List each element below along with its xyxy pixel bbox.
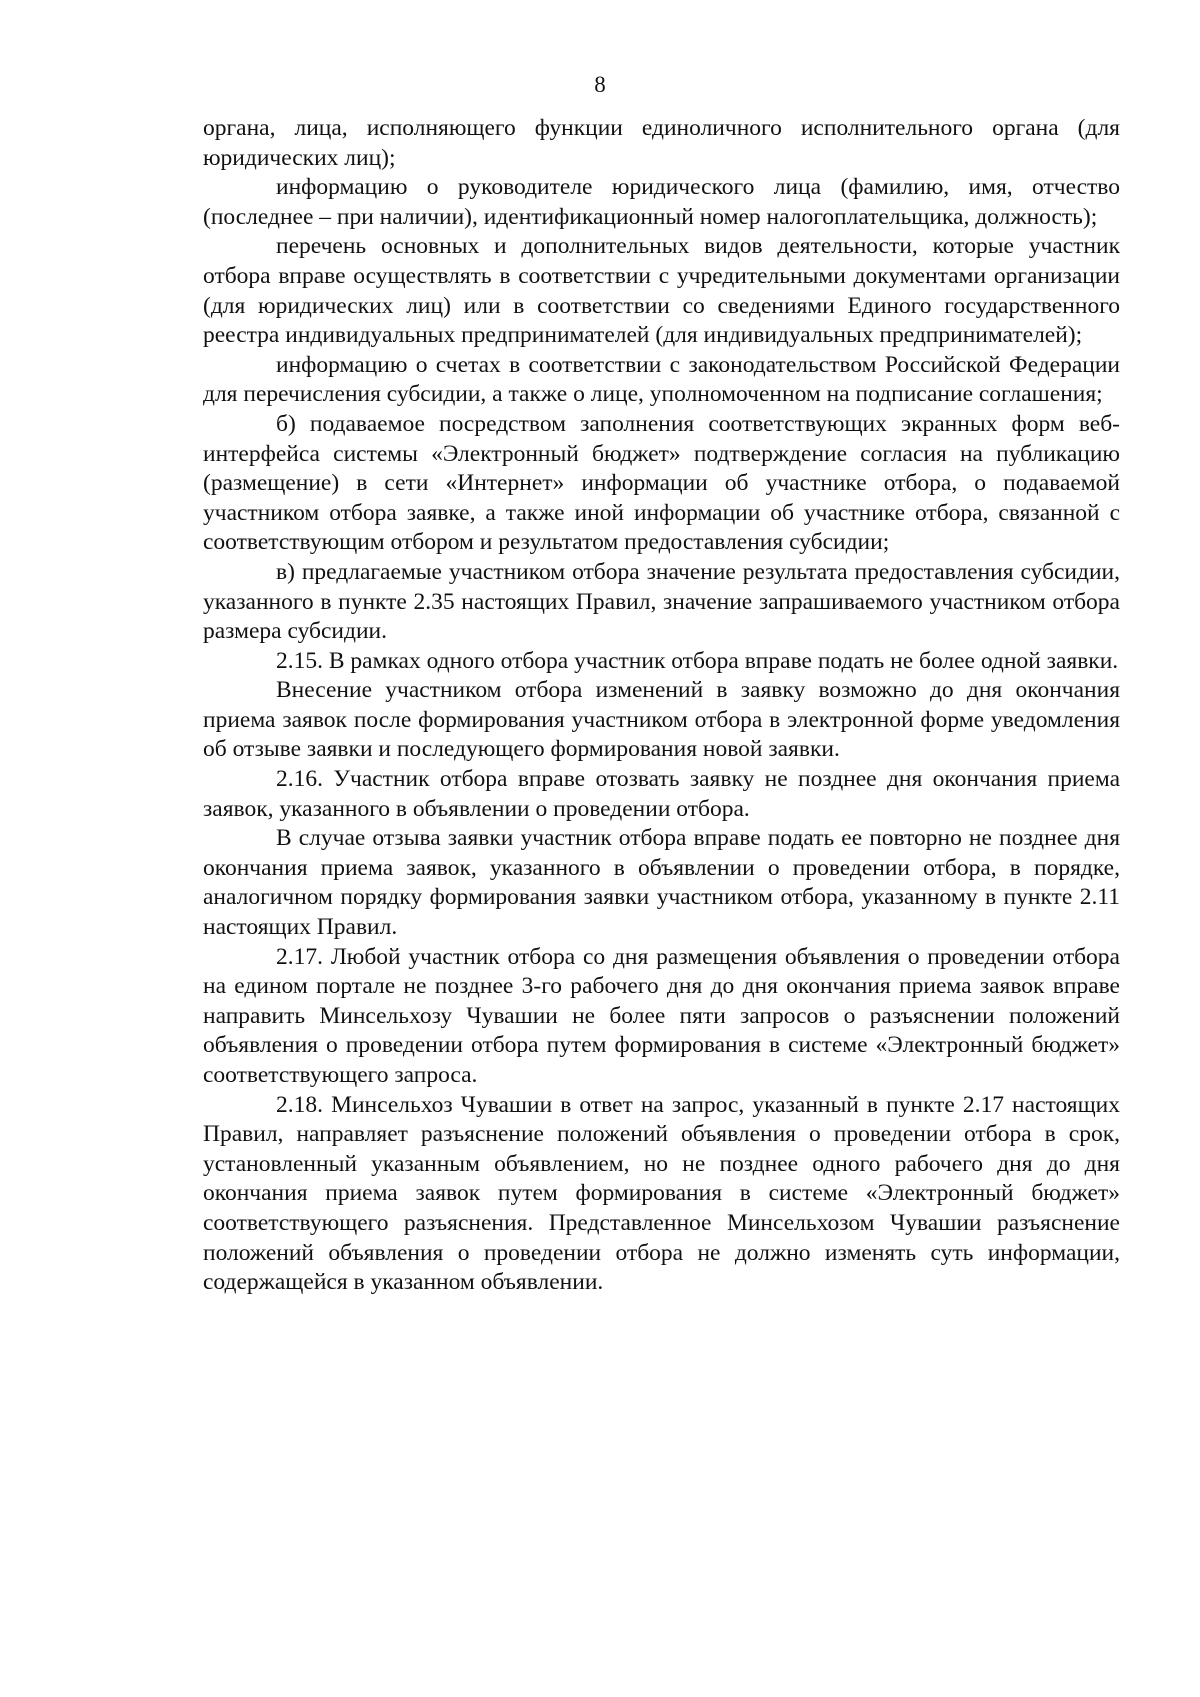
document-body (203, 114, 1120, 1298)
paragraph-9: 2.16. Участник отбора вправе отозвать заявку не позднее дня окончания приема заявок, указанного в объявлении о проведении отбора. (203, 766, 1120, 822)
paragraph-3: перечень основных и дополнительных видов деятельности, которые участник отбора вправе осуществлять в соответствии с учредительными документами организации (для юридических лиц) или в соответствии со сведениями Единого государственного реестра индивидуальных предпринимателей (для индивидуальных предпринимателей); (203, 233, 1120, 349)
paragraph-7: 2.15. В рамках одного отбора участник отбора вправе подать не более одной заявки. (276, 647, 1119, 674)
paragraph-6: в) предлагаемые участником отбора значение результата предоставления субсидии, указанного в пункте 2.35 настоящих Правил, значение запрашиваемого участником отбора размера субсидии. (203, 558, 1120, 645)
paragraph-8: Внесение участником отбора изменений в заявку возможно до дня окончания приема заявок после формирования участником отбора в электронной форме уведомления об отзыве заявки и последующего формирования новой заявки. (203, 677, 1120, 763)
page-number: 8 (594, 72, 606, 97)
paragraph-12: 2.18. Минсельхоз Чувашии в ответ на запрос, указанный в пункте 2.17 настоящих Правил, направляет разъяснение положений объявления о проведении отбора в срок, установленный указанным объявлением, но не позднее одного рабочего дня до дня окончания приема заявок путем формирования в системе «Электронный бюджет» соответствующего разъяснения. Представленное Минсельхозом Чувашии разъяснение положений объявления о проведении отбора не должно изменять суть информации, содержащейся в указанном объявлении. (203, 1091, 1120, 1296)
paragraph-4: информацию о счетах в соответствии с законодательством Российской Федерации для перечисления субсидии, а также о лице, уполномоченном на подписание соглашения; (203, 351, 1120, 408)
paragraph-11: 2.17. Любой участник отбора со дня размещения объявления о проведении отбора на едином портале не позднее 3-го рабочего дня до дня окончания приема заявок вправе направить Минсельхозу Чувашии не более пяти запросов о разъяснении положений объявления о проведении отбора путем формирования в системе «Электронный бюджет» соответствующего запроса. (203, 943, 1120, 1088)
paragraph-5: б) подаваемое посредством заполнения соответствующих экранных форм веб-интерфейса системы «Электронный бюджет» подтверждение согласия на публикацию (размещение) в сети «Интернет» информации об участнике отбора, о подаваемой участником отбора заявке, а также иной информации об участнике отбора, связанной с соответствующим отбором и результатом предоставления субсидии; (203, 410, 1120, 556)
paragraph-2: информацию о руководителе юридического лица (фамилию, имя, отчество (последнее – при наличии), идентификационный номер налогоплательщика, должность); (203, 174, 1120, 230)
paragraph-1: органа, лица, исполняющего функции единоличного исполнительного органа (для юридических лиц); (203, 115, 1120, 171)
paragraph-10: В случае отзыва заявки участник отбора вправе подать ее повторно не позднее дня окончания приема заявок, указанного в объявлении о проведении отбора, в порядке, аналогичном порядку формирования заявки участником отбора, указанному в пункте 2.11 настоящих Правил. (203, 825, 1120, 941)
